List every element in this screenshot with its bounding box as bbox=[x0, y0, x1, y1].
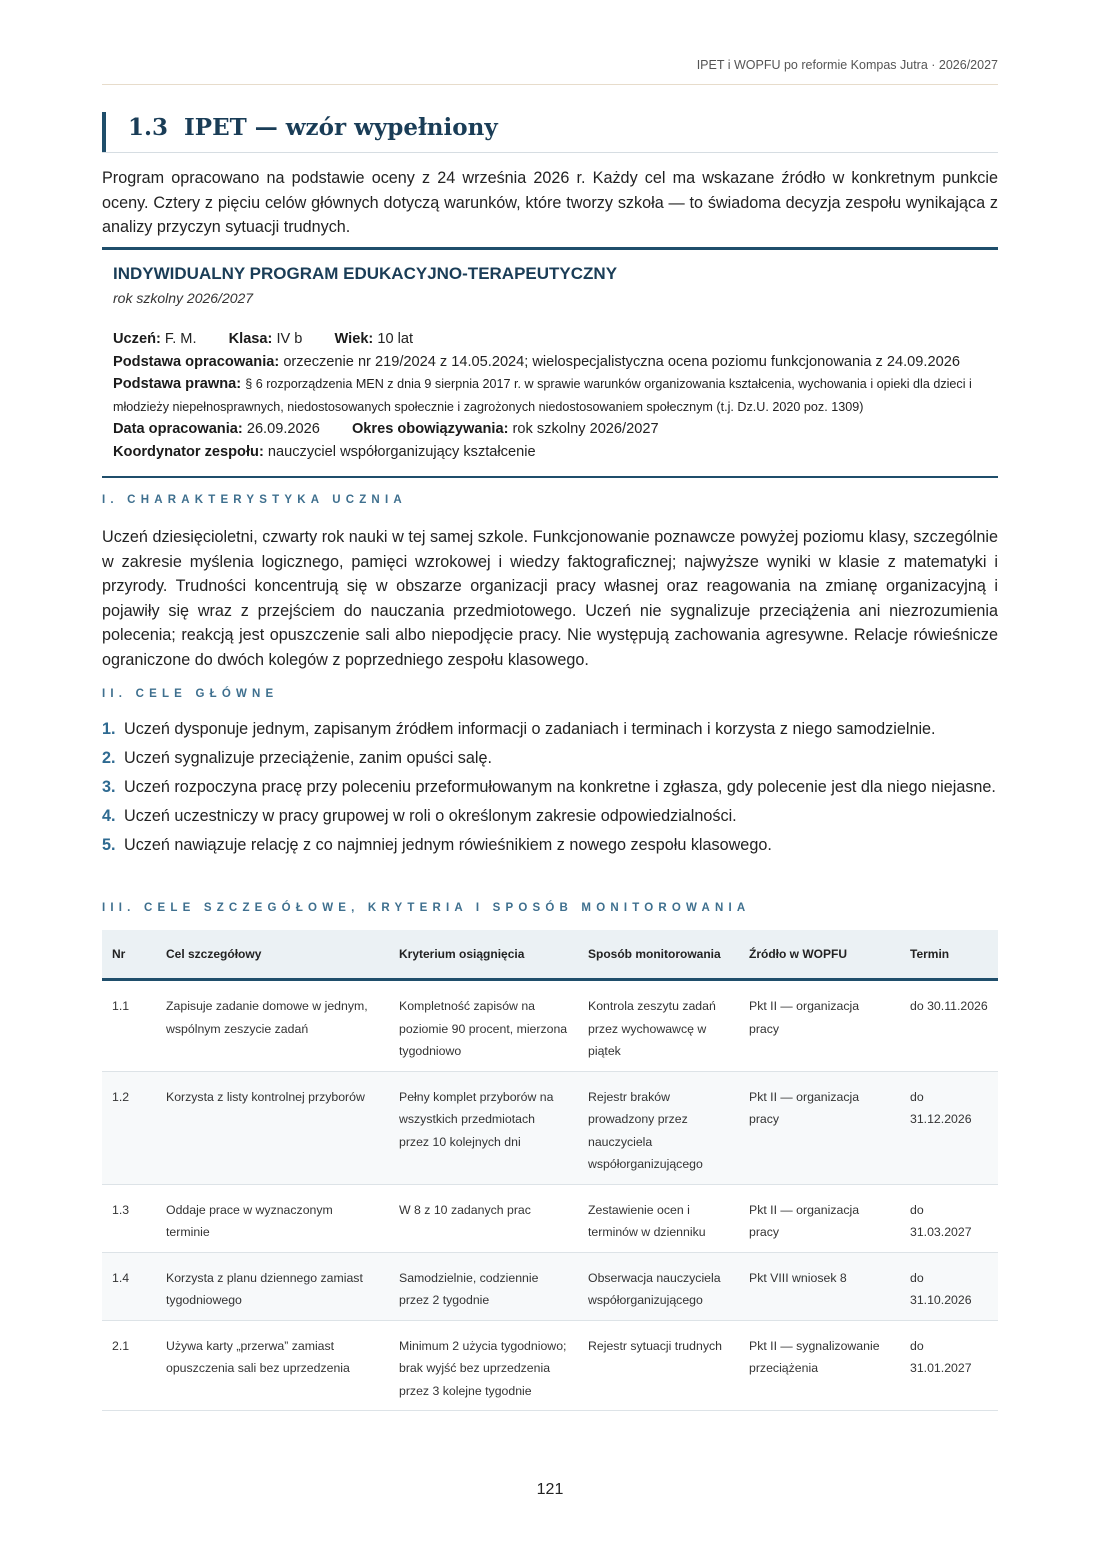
table-cell: do 31.10.2026 bbox=[900, 1252, 998, 1320]
table-cell: Rejestr sytuacji trudnych bbox=[578, 1320, 739, 1411]
table-cell: Kontrola zeszytu zadań przez wychowawcę w piątek bbox=[578, 980, 739, 1072]
header-divider bbox=[102, 84, 998, 85]
column-header: Nr bbox=[102, 930, 156, 980]
program-fields bbox=[113, 328, 987, 463]
date-row bbox=[113, 418, 987, 441]
table-cell: do 31.03.2027 bbox=[900, 1184, 998, 1252]
table-cell: Używa karty „przerwa” zamiast opuszczenia sali bez uprzedzenia bbox=[156, 1320, 389, 1411]
basis-value: orzeczenie nr 219/2024 z 14.05.2024; wielospecjalistyczna ocena poziomu funkcjonowania z 24.09.2026 bbox=[283, 353, 960, 370]
coordinator-label: Koordynator zespołu: bbox=[113, 443, 264, 460]
goal-item bbox=[102, 776, 998, 799]
goal-number: 3. bbox=[102, 778, 116, 796]
column-header: Termin bbox=[900, 930, 998, 980]
table-cell: W 8 z 10 zadanych prac bbox=[389, 1184, 578, 1252]
table-cell: do 31.12.2026 bbox=[900, 1071, 998, 1184]
column-header: Kryterium osiągnięcia bbox=[389, 930, 578, 980]
basis-label: Podstawa opracowania: bbox=[113, 353, 280, 370]
table-cell: 1.1 bbox=[102, 980, 156, 1072]
date-value: 26.09.2026 bbox=[246, 421, 320, 437]
goal-number: 2. bbox=[102, 749, 116, 767]
main-goals-list bbox=[102, 718, 998, 863]
table-row bbox=[102, 980, 998, 1072]
goal-text: Uczeń sygnalizuje przeciążenie, zanim opuści salę. bbox=[124, 749, 492, 767]
goal-text: Uczeń rozpoczyna pracę przy poleceniu przeformułowanym na konkretne i zgłasza, gdy polecenie jest dla niego niejasne. bbox=[124, 778, 996, 796]
coordinator-row bbox=[113, 441, 987, 464]
legal-row bbox=[113, 373, 987, 418]
section-title: 1.3 IPET — wzór wypełniony bbox=[102, 112, 998, 152]
table-row bbox=[102, 1071, 998, 1184]
column-header: Źródło w WOPFU bbox=[739, 930, 900, 980]
age-label: Wiek: bbox=[334, 331, 374, 347]
part1-heading: I. CHARAKTERYSTYKA UCZNIA bbox=[102, 494, 407, 506]
student-value: F. M. bbox=[164, 331, 197, 347]
column-header: Sposób monitorowania bbox=[578, 930, 739, 980]
goal-number: 1. bbox=[102, 720, 116, 738]
table-cell: Pkt II — sygnalizowanie przeciążenia bbox=[739, 1320, 900, 1411]
student-characteristics: Uczeń dziesięcioletni, czwarty rok nauki w tej samej szkole. Funkcjonowanie poznawcze powyżej poziomu klasy, szczególnie w zakresie myślenia logicznego, pamięci wzrokowej i wiedzy faktograficznej; najwyższe wyniki w klasie z matematyki i przyrody. Trudności koncentrują się w obszarze organizacji pracy własnej oraz reagowania na zmianę organizacyjną i pojawiły się wraz z przejściem do nauczania przedmiotowego. Uczeń nie sygnalizuje przeciążenia ani niezrozumienia polecenia; reakcją jest opuszczenie sali albo niepodjęcie pracy. Nie występują zachowania agresywne. Relacje rówieśnicze ograniczone do dwóch kolegów z poprzedniego zespołu klasowego. bbox=[102, 528, 998, 669]
table-cell: do 31.01.2027 bbox=[900, 1320, 998, 1411]
coordinator-value: nauczyciel współorganizujący kształcenie bbox=[267, 443, 536, 460]
age-value: 10 lat bbox=[377, 331, 414, 347]
table-cell: Korzysta z listy kontrolnej przyborów bbox=[156, 1071, 389, 1184]
student-label: Uczeń: bbox=[113, 331, 161, 347]
goal-number: 5. bbox=[102, 836, 116, 854]
basis-row bbox=[113, 351, 987, 374]
intro-paragraph: Program opracowano na podstawie oceny z 24 września 2026 r. Każdy cel ma wskazane źródło w konkretnym punkcie oceny. Cztery z pięciu celów głównych dotyczą warunków, które tworzy szkoła — to świadoma decyzja zespołu wynikająca z analizy przyczyn sytuacji trudnych. bbox=[102, 169, 998, 236]
table-cell: Pełny komplet przyborów na wszystkich przedmiotach przez 10 kolejnych dni bbox=[389, 1071, 578, 1184]
table-cell: Pkt VIII wniosek 8 bbox=[739, 1252, 900, 1320]
goal-number: 4. bbox=[102, 807, 116, 825]
column-header: Cel szczegółowy bbox=[156, 930, 389, 980]
table-cell: Rejestr braków prowadzony przez nauczyciela współorganizującego bbox=[578, 1071, 739, 1184]
table-cell: Pkt II — organizacja pracy bbox=[739, 980, 900, 1072]
table-row bbox=[102, 1320, 998, 1411]
table-header-row bbox=[102, 930, 998, 980]
goal-item bbox=[102, 834, 998, 857]
goal-item bbox=[102, 747, 998, 770]
program-title: INDYWIDUALNY PROGRAM EDUKACYJNO-TERAPEUTYCZNY bbox=[113, 264, 618, 283]
legal-label: Podstawa prawna: bbox=[113, 376, 242, 392]
program-card bbox=[102, 247, 998, 478]
table-cell: Minimum 2 użycia tygodniowo; brak wyjść bez uprzedzenia przez 3 kolejne tygodnie bbox=[389, 1320, 578, 1411]
table-row bbox=[102, 1252, 998, 1320]
table-cell: Pkt II — organizacja pracy bbox=[739, 1071, 900, 1184]
part3-heading: III. CELE SZCZEGÓŁOWE, KRYTERIA I SPOSÓB MONITOROWANIA bbox=[102, 902, 751, 914]
goal-item bbox=[102, 805, 998, 828]
table-cell: do 30.11.2026 bbox=[900, 980, 998, 1072]
table-row bbox=[102, 1184, 998, 1252]
goal-text: Uczeń dysponuje jednym, zapisanym źródłem informacji o zadaniach i terminach i korzysta z niego samodzielnie. bbox=[124, 720, 936, 738]
goal-text: Uczeń nawiązuje relację z co najmniej jednym rówieśnikiem z nowego zespołu klasowego. bbox=[124, 836, 772, 854]
goal-text: Uczeń uczestniczy w pracy grupowej w roli o określonym zakresie odpowiedzialności. bbox=[124, 807, 737, 825]
detailed-goals-table bbox=[102, 930, 998, 1411]
running-header: IPET i WOPFU po reformie Kompas Jutra · 2026/2027 bbox=[696, 58, 998, 72]
goal-item bbox=[102, 718, 998, 741]
student-info-row bbox=[113, 328, 987, 351]
table-cell: 2.1 bbox=[102, 1320, 156, 1411]
table-cell: 1.3 bbox=[102, 1184, 156, 1252]
program-subtitle: rok szkolny 2026/2027 bbox=[113, 290, 254, 306]
title-divider bbox=[102, 152, 998, 153]
table-cell: Kompletność zapisów na poziomie 90 procent, mierzona tygodniowo bbox=[389, 980, 578, 1072]
table-cell: Obserwacja nauczyciela współorganizującego bbox=[578, 1252, 739, 1320]
table-cell: Zestawienie ocen i terminów w dzienniku bbox=[578, 1184, 739, 1252]
part2-heading: II. CELE GŁÓWNE bbox=[102, 688, 279, 700]
table-cell: Korzysta z planu dziennego zamiast tygodniowego bbox=[156, 1252, 389, 1320]
table-cell: 1.4 bbox=[102, 1252, 156, 1320]
period-label: Okres obowiązywania: bbox=[351, 421, 509, 437]
table-cell: Oddaje prace w wyznaczonym terminie bbox=[156, 1184, 389, 1252]
table-cell: Samodzielnie, codziennie przez 2 tygodnie bbox=[389, 1252, 578, 1320]
page-number: 121 bbox=[536, 1481, 564, 1498]
legal-value: § 6 rozporządzenia MEN z dnia 9 sierpnia 2017 r. w sprawie warunków organizowania kształcenia, wychowania i opieki dla dzieci i młodzieży niepełnosprawnych, niedostosowanych społecznie i zagrożonych niedostosowaniem społecznym (t.j. Dz.U. 2020 poz. 1309) bbox=[113, 377, 972, 414]
table-cell: 1.2 bbox=[102, 1071, 156, 1184]
class-value: IV b bbox=[276, 331, 303, 347]
table-cell: Zapisuje zadanie domowe w jednym, wspólnym zeszycie zadań bbox=[156, 980, 389, 1072]
table-cell: Pkt II — organizacja pracy bbox=[739, 1184, 900, 1252]
date-label: Data opracowania: bbox=[113, 421, 243, 437]
class-label: Klasa: bbox=[228, 331, 273, 347]
period-value: rok szkolny 2026/2027 bbox=[512, 421, 659, 437]
